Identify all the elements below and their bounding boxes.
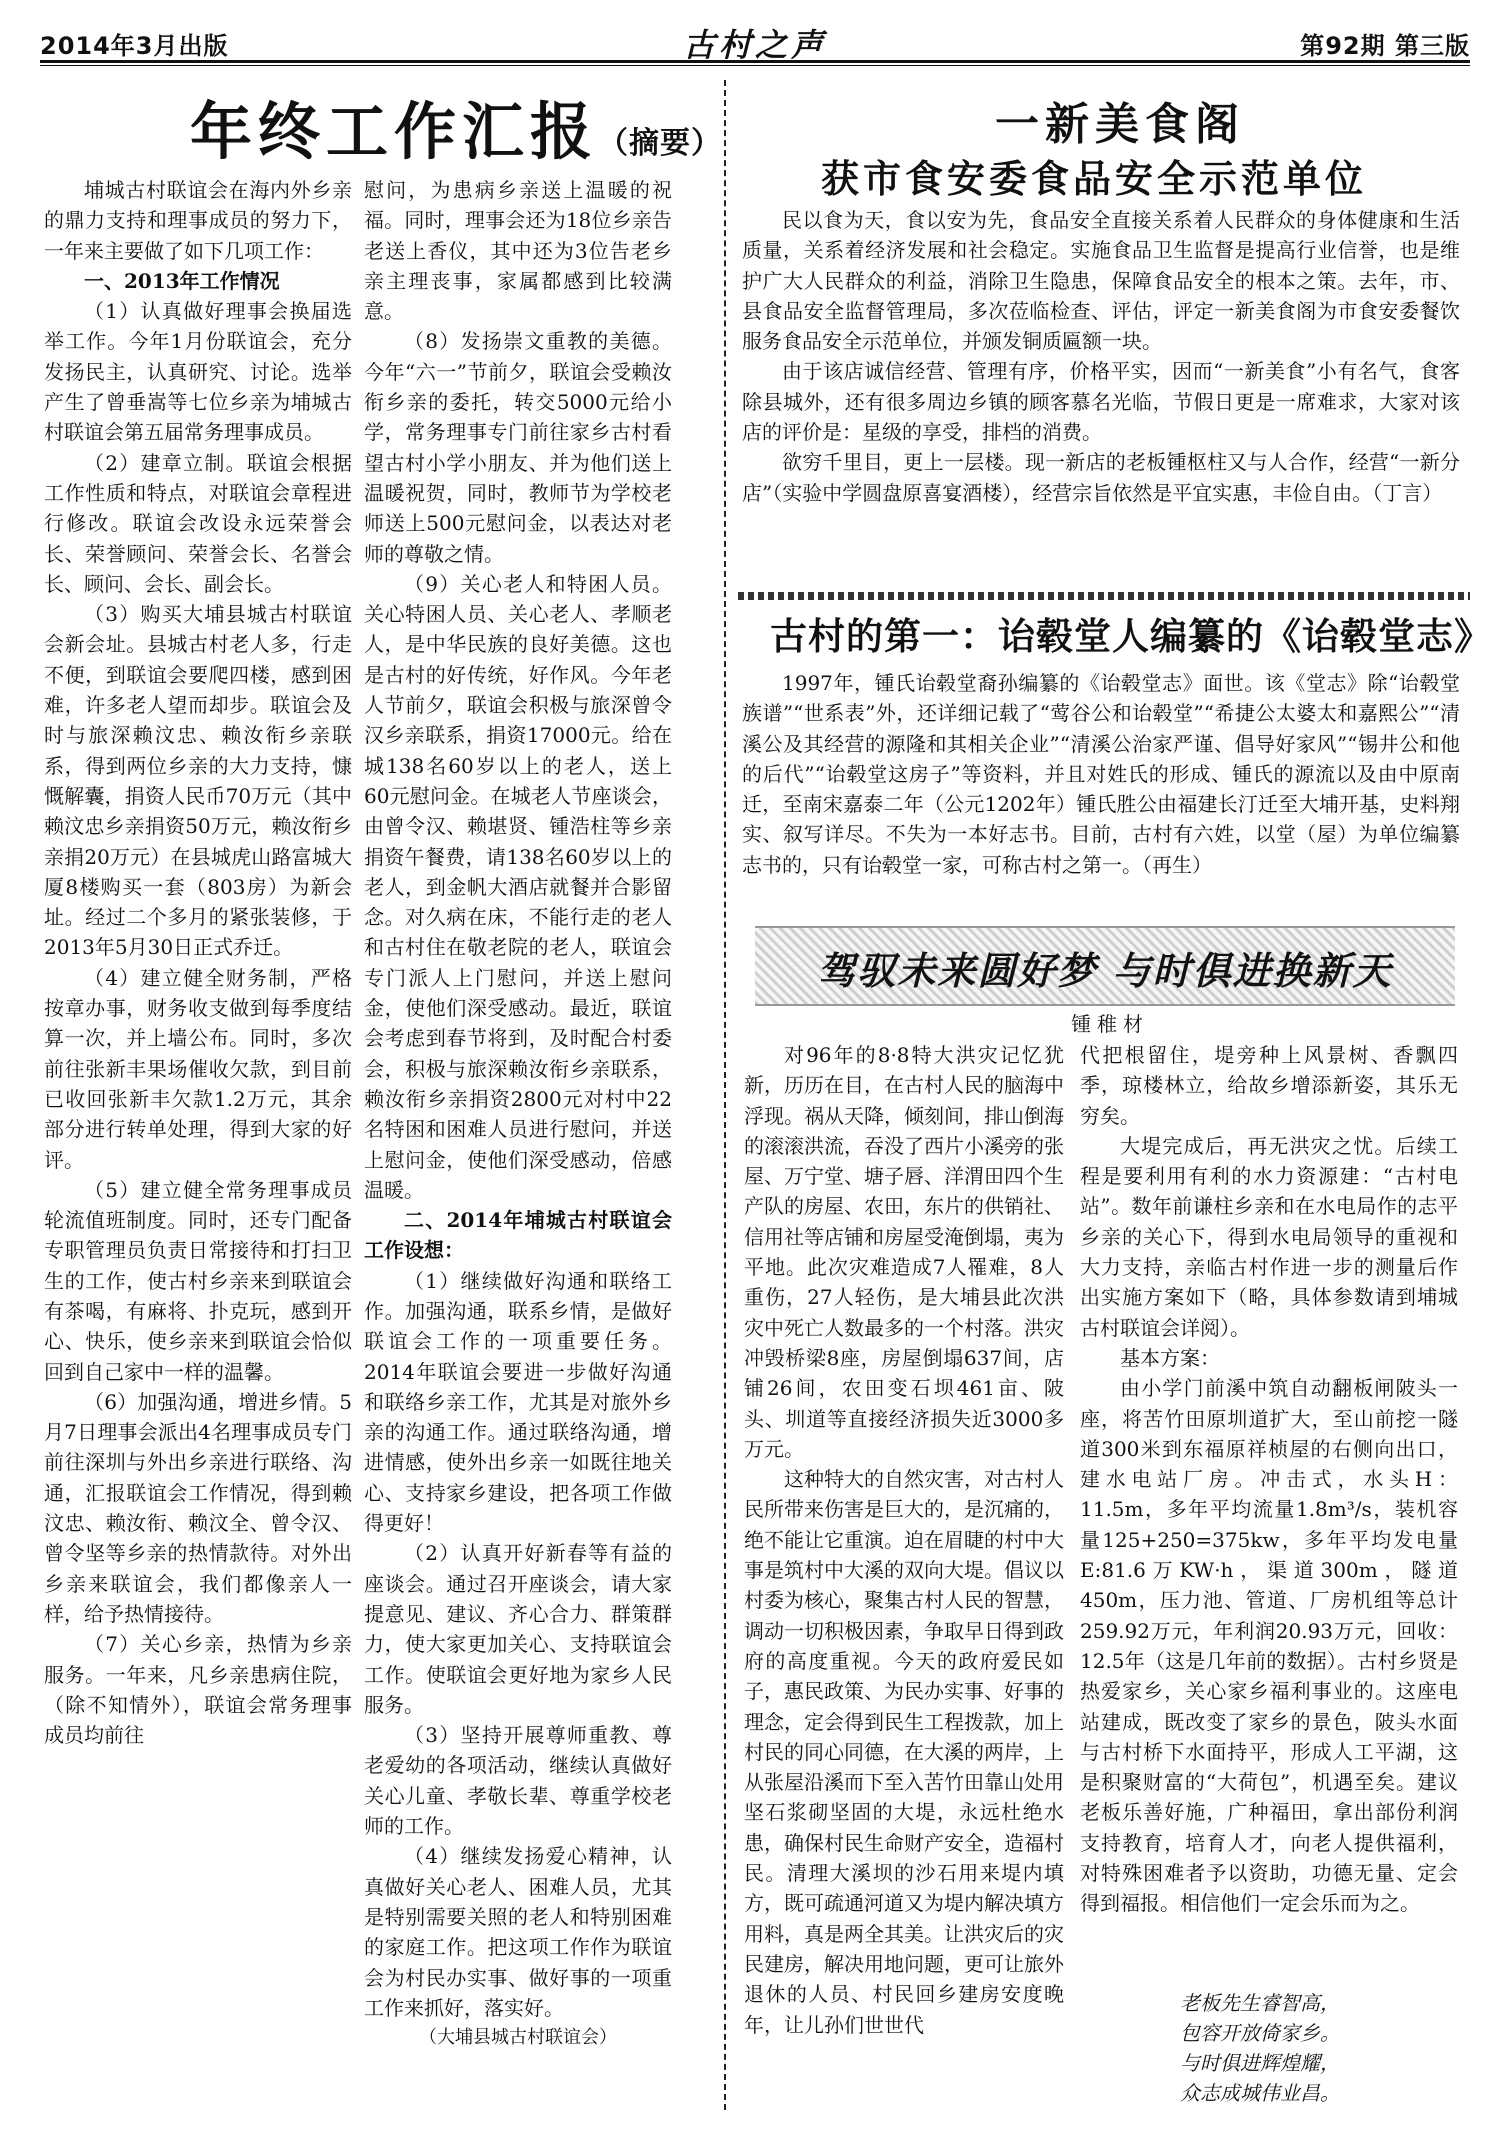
paragraph: 二、2014年埔城古村联谊会工作设想： (364, 1208, 672, 1263)
paragraph: （5）建立健全常务理事成员轮流值班制度。同时，还专门配备专职管理员负责日常接待和打扫卫生的工作，使古村乡亲来到联谊会有茶喝，有麻将、扑克玩，感到开心、快乐，使乡亲来到联谊会恰似回到自己家中一样的温馨。 (44, 1177, 352, 1384)
article4-author: 锺稚材 (1071, 1012, 1149, 1036)
paragraph: （8）发扬崇文重教的美德。今年“六一”节前夕，联谊会受赖汝衔乡亲的委托，转交5000元给小学，常务理事专门前往家乡古村看望古村小学小朋友、并为他们送上温暖祝贺，同时，教师节为学校老师送上500元慰问金，以表达对老师的尊敬之情。 (364, 329, 672, 566)
article2-subtitle: 获市食安委食品安全示范单位 (820, 156, 1367, 201)
article4-title: 驾驭未来圆好梦 与时俱进换新天 (817, 949, 1393, 993)
paragraph: 慰问，为患病乡亲送上温暖的祝福。同时，理事会还为18位乡亲告老送上香仪，其中还为3位告老乡亲主理丧事，家属都感到比较满意。 (364, 178, 672, 324)
paragraph: 由小学门前溪中筑自动翻板闸陂头一座，将苦竹田原圳道扩大，至山前挖一隧道300米到东福原祥桢屋的右侧向出口，建水电站厂房。冲击式，水头H：11.5m，多年平均流量1.8m³/s，装机容量125+250=375kw，多年平均发电量E:81.6万KW·h，渠道300m，隧道450m，压力池、管道、厂房机组等总计259.92万元，年利润20.93万元，回收：12.5年（这是几年前的数据）。古村乡贤是热爱家乡，关心家乡福利事业的。这座电站建成，既改变了家乡的景色，陂头水面与古村桥下水面持平，形成人工平湖，这是积聚财富的“大荷包”，机遇至矣。建议老板乐善好施，广种福田，拿出部份利润支持教育，培育人才，向老人提供福利，对特殊困难者予以资助，功德无量、定会得到福报。相信他们一定会乐而为之。 (1080, 1376, 1458, 1916)
article1-title (190, 92, 723, 172)
header-rule-thin (40, 65, 1470, 66)
article1-signature: （大埔县城古村联谊会） (419, 2027, 617, 2049)
poem-line: 包容开放倚家乡。 (1180, 2021, 1340, 2045)
article2-body (742, 205, 1460, 508)
paragraph: （1）认真做好理事会换届选举工作。今年1月份联谊会，充分发扬民主，认真研究、讨论。选举产生了曾垂嵩等七位乡亲为埔城古村联谊会第五届常务理事成员。 (44, 299, 352, 445)
paragraph: （3）购买大埔县城古村联谊会新会址。县城古村老人多，行走不便，到联谊会要爬四楼，感到困难，许多老人望而却步。联谊会及时与旅深赖汶忠、赖汝衔乡亲联系，得到两位乡亲的大力支持，慷慨解囊，捐资人民币70万元（其中赖汶忠乡亲捐资50万元，赖汝衔乡亲捐20万元）在县城虎山路富城大厦8楼购买一套（803房）为新会址。经过二个多月的紧张装修，于2013年5月30日正式乔迁。 (44, 602, 352, 960)
poem-line: 与时俱进辉煌耀， (1180, 2051, 1340, 2075)
paragraph: 埔城古村联谊会在海内外乡亲的鼎力支持和理事成员的努力下，一年来主要做了如下几项工作： (44, 178, 352, 263)
paragraph: 民以食为天，食以安为先，食品安全直接关系着人民群众的身体健康和生活质量，关系着经济发展和社会稳定。实施食品卫生监督是提高行业信誉，也是维护广大人民群众的利益，消除卫生隐患，保障食品安全的根本之策。去年，市、县食品安全监督管理局，多次莅临检查、评估，评定一新美食阁为市食安委餐饮服务食品安全示范单位，并颁发铜质匾额一块。 (742, 208, 1460, 354)
article4-title-banner (755, 926, 1455, 1006)
paragraph: 这种特大的自然灾害，对古村人民所带来伤害是巨大的，是沉痛的，绝不能让它重演。迫在眉睫的村中大事是筑村中大溪的双向大堤。倡议以村委为核心，聚集古村人民的智慧，调动一切积极因素，争取早日得到政府的高度重视。今天的政府爱民如子，惠民政策、为民办实事、好事的理念，定会得到民生工程拨款，加上村民的同心同德，在大溪的两岸，上从张屋沿溪而下至入苦竹田靠山处用坚石浆砌坚固的大堤，永远杜绝水患，确保村民生命财产安全，造福村民。清理大溪坝的沙石用来堤内填方，既可疏通河道又为堤内解决填方用料，真是两全其美。让洪灾后的灾民建房，解决用地问题，更可让旅外退休的人员、村民回乡建房安度晚年，让儿孙们世世代 (744, 1467, 1064, 2037)
article1-column-right (364, 175, 672, 2053)
article1-title-text: 年终工作汇报 (190, 95, 599, 168)
paragraph: 1997年，锺氏诒毂堂裔孙编纂的《诒毂堂志》面世。该《堂志》除“诒毂堂族谱”“世系表”外，还详细记载了“莺谷公和诒毂堂”“希捷公太婆太和嘉熙公”“清溪公及其经营的源隆和其相关企业”“清溪公治家严谨、倡导好家风”“锡井公和他的后代”“诒毂堂这房子”等资料，并且对姓氏的形成、锺氏的源流以及由中原南迁，至南宋嘉泰二年（公元1202年）锺氏胜公由福建长汀迁至大埔开基，史料翔实、叙写详尽。不失为一本好志书。目前，古村有六姓，以堂（屋）为单位编纂志书的，只有诒毂堂一家，可称古村之第一。（再生） (742, 671, 1460, 877)
paragraph: （4）继续发扬爱心精神，认真做好关心老人、困难人员，尤其是特别需要关照的老人和特别困难的家庭工作。把这项工作作为联谊会为村民办实事、做好事的一项重工作来抓好，落实好。 (364, 1844, 672, 2020)
article4-column-right (1080, 1040, 1458, 1919)
article4-column-left (744, 1040, 1064, 2040)
article1-column-left (44, 175, 352, 1750)
paragraph: （7）关心乡亲，热情为乡亲服务。一年来，凡乡亲患病住院，（除不知情外），联谊会常务理事成员均前往 (44, 1632, 352, 1748)
paragraph: （2）建章立制。联谊会根据工作性质和特点，对联谊会章程进行修改。联谊会改设永远荣誉会长、荣誉顾问、荣誉会长、名誉会长、顾问、会长、副会长。 (44, 450, 352, 596)
paragraph: 基本方案： (1120, 1345, 1220, 1370)
paragraph: 欲穷千里目，更上一层楼。现一新店的老板锺枢柱又与人合作，经营“一新分店”（实验中学圆盘原喜宴酒楼），经营宗旨依然是平宜实惠，丰俭自由。（丁言） (742, 450, 1460, 505)
paragraph: （1）继续做好沟通和联络工作。加强沟通，联系乡情，是做好联谊会工作的一项重要任务。2014年联谊会要进一步做好沟通和联络乡亲工作，尤其是对旅外乡亲的沟通工作。通过联络沟通，增进情感，使外出乡亲一如既往地关心、支持家乡建设，把各项工作做得更好！ (364, 1268, 672, 1536)
paragraph: 一、2013年工作情况 (84, 268, 280, 293)
publish-date: 2014年3月出版 (40, 32, 229, 60)
paragraph: 对96年的8·8特大洪灾记忆犹新，历历在目，在古村人民的脑海中浮现。祸从天降，倾刻间，排山倒海的滚滚洪流，吞没了西片小溪旁的张屋、万宁堂、塘子唇、洋渭田四个生产队的房屋、农田，东片的供销社、信用社等店铺和房屋受淹倒塌，夷为平地。此次灾难造成7人罹难，8人重伤，27人轻伤，是大埔县此次洪灾中死亡人数最多的一个村落。洪灾冲毁桥梁8座，房屋倒塌637间，店铺26间，农田变石坝461亩、陂头、圳道等直接经济损失近3000多万元。 (744, 1043, 1064, 1461)
paragraph: 由于该店诚信经营、管理有序，价格平实，因而“一新美食”小有名气，食客除县城外，还有很多周边乡镇的顾客慕名光临，节假日更是一席难求，大家对该店的评价是：星级的享受，排档的消费。 (742, 359, 1460, 445)
paragraph: （3）坚持开展尊师重教、尊老爱幼的各项活动，继续认真做好关心儿童、孝敬长辈、尊重学校老师的工作。 (364, 1723, 672, 1839)
paragraph: （2）认真开好新春等有益的座谈会。通过召开座谈会，请大家提意见、建议、齐心合力、群策群力，使大家更加关心、支持联谊会工作。使联谊会更好地为家乡人民服务。 (364, 1541, 672, 1717)
issue-number: 第92期 第三版 (1300, 32, 1470, 60)
column-divider (724, 80, 726, 2110)
header-rule (40, 60, 1470, 63)
article4-poem (1180, 1988, 1450, 2108)
paragraph: 大堤完成后，再无洪灾之忧。后续工程是要利用有利的水力资源建：“古村电站”。数年前谦柱乡亲和在水电局作的志平乡亲的关心下，得到水电局领导的重视和大力支持，亲临古村作进一步的测量后作出实施方案如下（略，具体参数请到埔城古村联谊会详阅）。 (1080, 1133, 1458, 1340)
paragraph: 代把根留住，堤旁种上风景树、香飘四季，琼楼林立，给故乡增添新姿，其乐无穷矣。 (1080, 1043, 1458, 1128)
poem-line: 众志成城伟业昌。 (1180, 2081, 1340, 2105)
paragraph: （6）加强沟通，增进乡情。5月7日理事会派出4名理事成员专门前往深圳与外出乡亲进行联络、沟通，汇报联谊会工作情况，得到赖汶忠、赖汝衔、赖汶全、曾令汉、曾令坚等乡亲的热情款待。对外出乡亲来联谊会，我们都像亲人一样，给予热情接待。 (44, 1389, 352, 1626)
page-header (40, 20, 1470, 64)
masthead: 古村之声 (682, 26, 827, 64)
article3-title: 古村的第一：诒毂堂人编纂的《诒毂堂志》 (770, 614, 1492, 658)
poem-line: 老板先生睿智高， (1180, 1991, 1340, 2015)
article1-title-note: （摘要） (598, 126, 723, 161)
paragraph: （9）关心老人和特困人员。关心特困人员、关心老人、孝顺老人，是中华民族的良好美德。这也是古村的好传统，好作风。今年老人节前夕，联谊会积极与旅深曾令汉乡亲联系，捐资17000元。给在城138名60岁以上的老人，送上60元慰问金。在城老人节座谈会，由曾令汉、赖堪贤、锺浩柱等乡亲捐资午餐费，请138名60岁以上的老人，到金帆大酒店就餐并合影留念。对久病在床，不能行走的老人和古村住在敬老院的老人，联谊会专门派人上门慰问，并送上慰问金，使他们深受感动。最近，联谊会考虑到春节将到，及时配合村委会，积极与旅深赖汝衔乡亲联系，赖汝衔乡亲捐资2800元对村中22名特困和困难人员进行慰问，并送上慰问金，使他们深受感动，倍感温暖。 (364, 571, 672, 1202)
article-separator (738, 592, 1470, 600)
paragraph: （4）建立健全财务制，严格按章办事，财务收支做到每季度结算一次，并上墙公布。同时，多次前往张新丰果场催收欠款，到目前已收回张新丰欠款1.2万元，其余部分进行转单处理，得到大家的好评。 (44, 965, 352, 1172)
article2-title: 一新美食阁 (995, 99, 1245, 150)
article3-body (742, 668, 1460, 880)
